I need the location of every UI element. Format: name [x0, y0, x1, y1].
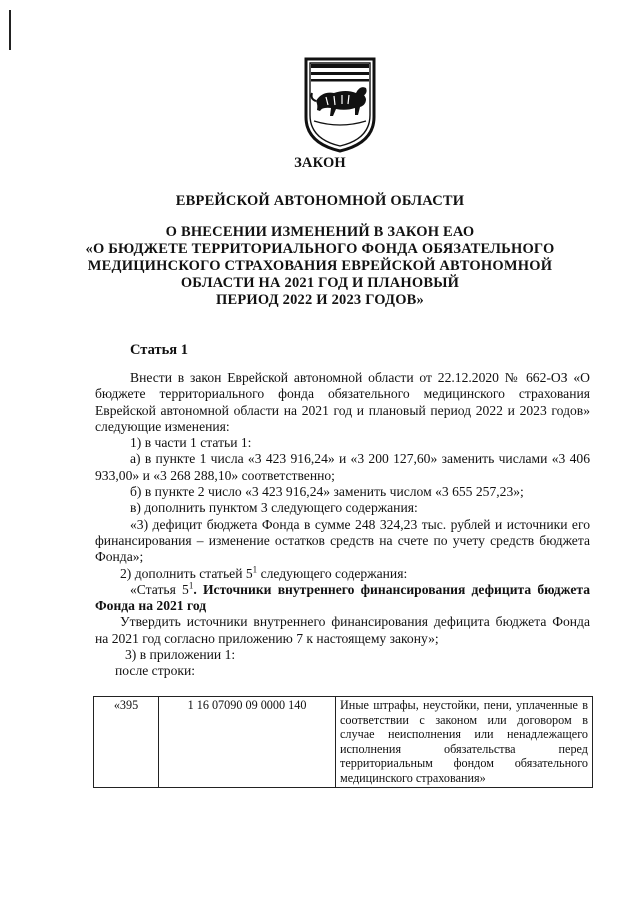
superscript: 1 [188, 580, 194, 591]
item-2: 2) дополнить статьей $5^1$ следующего содержания: [120, 564, 408, 581]
budget-table [93, 696, 593, 788]
budget-code-cell: 1 16 07090 09 0000 140 [159, 697, 336, 788]
item-1b: б) в пункте 2 число «3 423 916,24» заменить числом «3 655 257,23»; [130, 484, 524, 500]
law-title-line: ОБЛАСТИ НА 2021 ГОД И ПЛАНОВЫЙ [180, 275, 460, 291]
region-heading: ЕВРЕЙСКОЙ АВТОНОМНОЙ ОБЛАСТИ [175, 193, 465, 209]
law-title-line: О ВНЕСЕНИИ ИЗМЕНЕНИЙ В ЗАКОН ЕАО [165, 224, 475, 240]
superscript: 1 [252, 564, 258, 575]
new-article-title: Источники внутреннего финансирования дефицита бюджета Фонда на 2021 год [95, 581, 590, 614]
law-title-line: «О БЮДЖЕТЕ ТЕРРИТОРИАЛЬНОГО ФОНДА ОБЯЗАТЕЛЬНОГО [85, 241, 555, 257]
new-article-heading: «Статья $5^1$. Источники внутреннего финансирования дефицита бюджета Фонда на 2021 год [95, 580, 590, 614]
law-title [0, 224, 640, 309]
item-1c-quoted-text: «3) дефицит бюджета Фонда в сумме 248 324,23 тыс. рублей и источники его финансирования – изменение остатков средств на счете по учету средств бюджета Фонда»; [95, 516, 590, 565]
law-title-line: МЕДИЦИНСКОГО СТРАХОВАНИЯ ЕВРЕЙСКОЙ АВТОНОМНОЙ [87, 258, 553, 274]
item-3: 3) в приложении 1: [125, 647, 236, 663]
description-cell: Иные штрафы, неустойки, пени, уплаченные в соответствии с законом или договором в случае неисполнения или ненадлежащего исполнения обязательства перед территориальным фондом обязательного медицинского страхования» [336, 697, 593, 788]
law-title-line: ПЕРИОД 2022 И 2023 ГОДОВ» [216, 292, 424, 308]
article-heading: Статья 1 [130, 342, 188, 358]
row-number-cell: «395 [94, 697, 159, 788]
table-row [94, 697, 593, 788]
article-body [95, 370, 590, 680]
item-1a: а) в пункте 1 числа «3 423 916,24» и «3 200 127,60» заменить числами «3 406 933,00» и «3 268 288,10» соответственно; [95, 451, 590, 483]
scan-edge-mark [9, 10, 11, 50]
intro-paragraph: Внести в закон Еврейской автономной области от 22.12.2020 № 662-ОЗ «О бюджете территориального фонда обязательного медицинского страхования Еврейской автономной области на 2021 год и плановый период 2022 и 2023 годов» следующие изменения: [95, 370, 590, 434]
item-1c: в) дополнить пунктом 3 следующего содержания: [130, 500, 418, 516]
new-article-text: Утвердить источники внутреннего финансирования дефицита бюджета Фонда на 2021 год согласно приложению 7 к настоящему закону»; [95, 614, 590, 646]
after-row-label: после строки: [115, 663, 196, 679]
coat-of-arms-emblem [300, 55, 380, 155]
document-type-heading: ЗАКОН [294, 155, 346, 171]
item-1: 1) в части 1 статьи 1: [130, 435, 252, 451]
